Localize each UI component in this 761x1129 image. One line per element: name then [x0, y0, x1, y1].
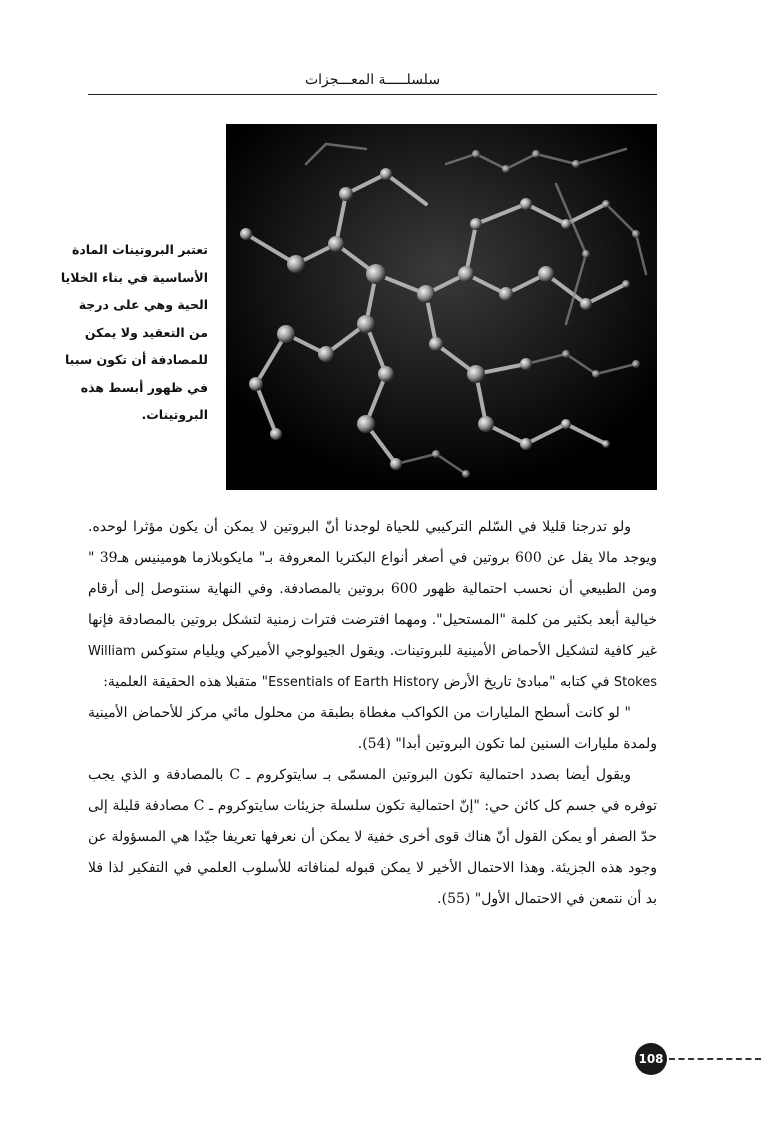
quote-1: " لو كانت أسطح المليارات من الكواكب مغطاة بطبقة من محلول مائي مركز للأحماض الأمينية ولمدة مليارات السنين لما تكون البروتين أبدا" (54). [88, 705, 657, 752]
molecule-illustration [226, 124, 657, 490]
article-body [88, 512, 657, 915]
footer-dashed-rule [669, 1058, 761, 1060]
paragraph-1 [88, 512, 657, 698]
series-title: سلسلـــــة المعـــجزات [304, 72, 441, 88]
paragraph-2: ويقول أيضا بصدد احتمالية تكون البروتين المسمّى بـ سايتوكروم ـ C بالمصادفة و الذي يجب توفره في جسم كل كائن حي: "إنّ احتمالية تكون سلسلة جزيئات سايتوكروم ـ C مصادفة قليلة إلى حدّ الصفر أو يمكن القول أنّ هناك قوى أخرى خفية لا يمكن أن نعرفها تعريفا جيّدا هي المسؤولة عن وجود هذه الجزيئة. وهذا الاحتمال الأخير لا يمكن قبوله لمنافاته للأسلوب العلمي في التفكير لذا فلا بد أن نتمعن في الاحتمال الأول" (55). [88, 767, 657, 907]
paragraph-1-mid: في كتابه "مبادئ تاريخ الأرض [443, 674, 610, 690]
author-name-latin: William Stokes [88, 644, 657, 690]
paragraph-1-text: ولو تدرجنا قليلا في السّلم التركيبي للحياة لوجدنا أنّ البروتين لا يمكن أن يكون مؤثرا لوحده. ويوجد مالا يقل عن 600 بروتين في أصغر أنواع البكتريا المعروفة بـ" مايكوبلازما هومينيس هـ39 " ومن الطبيعي أن نحسب احتمالية ظهور 600 بروتين بالمصادفة. وفي النهاية سنتوصل إلى أرقام خيالية أبعد بكثير من كلمة "المستحيل". ومهما افترضت فترات زمنية لتشكل بروتين بالمصادفة فإنها غير كافية لتشكيل الأحماض الأمينية للبروتينات. ويقول الجيولوجي الأميركي ويليام ستوكس [88, 519, 658, 659]
page-number: 108 [635, 1043, 667, 1075]
book-title-latin: Essentials of Earth History [268, 675, 440, 690]
figure-caption: تعتبر البروتينات المادة الأساسية في بناء الخلايا الحية وهي على درجة من التعقيد ولا يمكن للمصادفة أن تكون سببا في ظهور أبسط هذه البروتينات. [60, 242, 208, 422]
protein-molecule-image [226, 124, 657, 490]
running-header [88, 66, 657, 95]
page-footer [635, 1043, 761, 1077]
paragraph-1-end: " متقبلا هذه الحقيقة العلمية: [103, 674, 269, 690]
